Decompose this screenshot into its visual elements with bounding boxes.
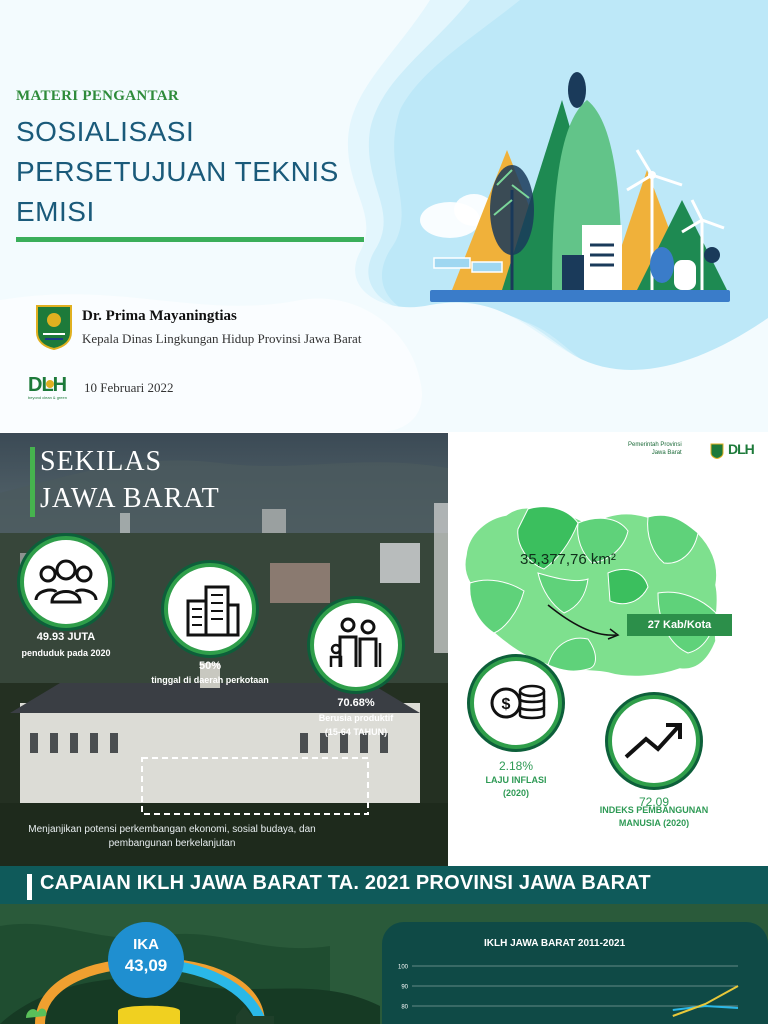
heading-accent-bar	[30, 447, 35, 517]
y-tick-label: 90	[401, 984, 408, 991]
urban-value: 50%	[198, 660, 222, 672]
population-value: 49.93 JUTA	[36, 631, 96, 643]
overview-slide	[0, 433, 768, 866]
heading-line: SEKILAS	[40, 446, 163, 477]
y-tick-label: 100	[397, 964, 408, 971]
regions-badge: 27 Kab/Kota	[627, 614, 732, 636]
productive-age-circle	[310, 599, 402, 691]
iklh-title: CAPAIAN IKLH JAWA BARAT TA. 2021 PROVINSI JAWA BARAT	[40, 872, 651, 894]
hdi-label: INDEKS PEMBANGUNAN	[599, 805, 709, 815]
jawa-barat-emblem-small	[710, 443, 724, 459]
population-label: penduduk pada 2020	[21, 648, 111, 658]
dlh-logo-small: DLH	[728, 441, 754, 457]
overview-note: Menjanjikan potensi perkembangan ekonomi, sosial budaya, dan pembangunan berkelanjutan	[28, 824, 316, 849]
presentation-date: 10 Februari 2022	[84, 380, 174, 395]
family-icon	[314, 603, 398, 687]
productive-age-value: 70.68%	[337, 697, 375, 709]
title-line: SOSIALISASI	[16, 116, 195, 147]
productive-age-range: (15-64 TAHUN)	[324, 727, 388, 737]
iklh-line-chart	[382, 956, 768, 1024]
dlh-logo-text: DLH	[28, 374, 67, 396]
ika-badge	[108, 922, 184, 998]
heading-line: JAWA BARAT	[40, 483, 220, 514]
iklh-title-accent	[27, 874, 32, 900]
y-tick-label: 80	[401, 1004, 408, 1011]
hdi-circle	[608, 695, 700, 787]
population-circle	[20, 536, 112, 628]
jawa-barat-emblem	[33, 302, 75, 350]
buildings-icon	[168, 567, 252, 651]
jawa-barat-map	[458, 473, 728, 683]
inflation-value: 2.18%	[498, 759, 534, 773]
inflation-circle	[470, 657, 562, 749]
title-slide	[0, 0, 768, 432]
government-label	[628, 441, 682, 457]
hdi-year: MANUSIA (2020)	[618, 818, 690, 828]
title-line: PERSETUJUAN TEKNIS	[16, 156, 339, 187]
urban-circle	[164, 563, 256, 655]
series-line-target	[673, 986, 738, 1016]
government-label-line: Jawa Barat	[651, 450, 682, 456]
eco-city-illustration	[412, 60, 742, 310]
trend-up-icon	[612, 699, 696, 783]
series-line-iklh	[673, 1006, 738, 1010]
inflation-label: LAJU INFLASI	[485, 775, 547, 785]
kicker-label: MATERI PENGANTAR	[16, 88, 179, 104]
presenter-role: Kepala Dinas Lingkungan Hidup Provinsi Jawa Barat	[82, 331, 362, 346]
inflation-year: (2020)	[502, 788, 529, 798]
dlh-logo	[28, 374, 80, 404]
svg-text:$: $	[501, 696, 511, 713]
dlh-tagline: beyond clean & green	[28, 395, 67, 400]
map-area-label: 35,377,76 km²	[520, 551, 616, 568]
title-line: EMISI	[16, 196, 95, 227]
title-underline	[16, 237, 364, 242]
coins-dollar-icon	[474, 661, 558, 745]
government-label-line: Pemerintah Provinsi	[628, 442, 682, 448]
slide-title	[16, 112, 396, 232]
people-icon	[24, 540, 108, 624]
ika-value: 43,09	[124, 956, 168, 975]
iklh-slide	[0, 866, 768, 1024]
chart-title: IKLH JAWA BARAT 2011-2021	[484, 938, 626, 949]
hdi-value: 72.09	[638, 795, 670, 809]
presenter-name: Dr. Prima Mayaningtias	[82, 308, 237, 324]
urban-label: tinggal di daerah perkotaan	[151, 675, 269, 685]
productive-age-label: Berusia produktif	[318, 713, 394, 723]
ika-label: IKA	[133, 936, 159, 953]
